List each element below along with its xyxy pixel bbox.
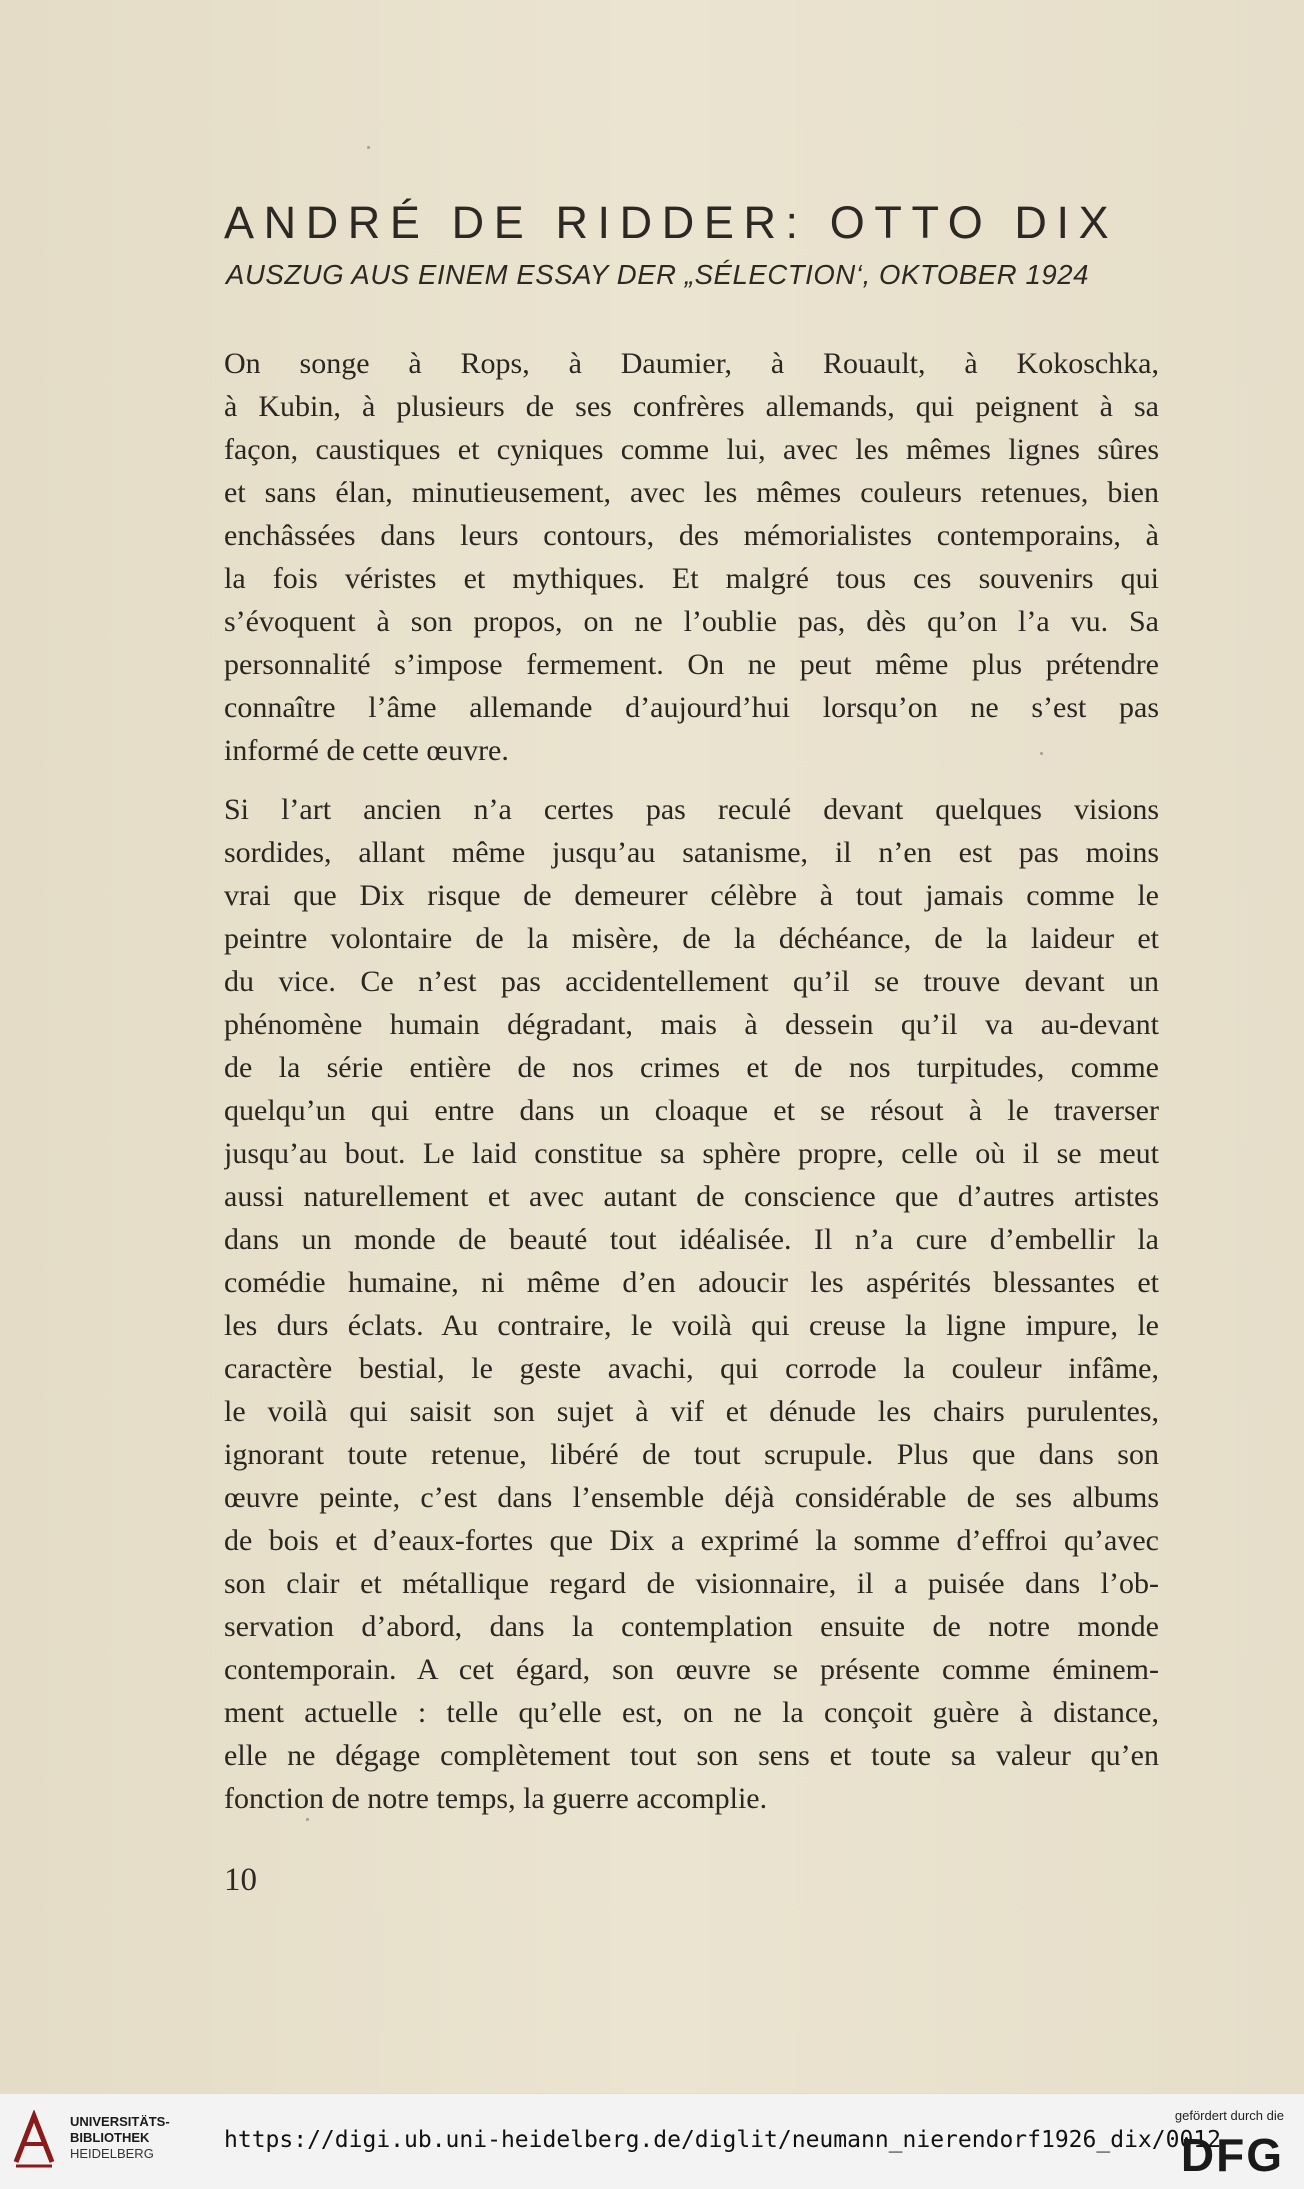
text-line: caractère bestial, le geste avachi, qui corrode la couleur infâme, xyxy=(224,1352,1159,1385)
page-title: ANDRÉ DE RIDDER: OTTO DIX xyxy=(224,197,1119,248)
essay-paragraph xyxy=(224,342,1159,772)
text-line: ignorant toute retenue, libéré de tout scrupule. Plus que dans son xyxy=(224,1438,1159,1471)
text-line: du vice. Ce n’est pas accidentellement qu’il se trouve devant un xyxy=(224,965,1159,998)
text-line: de bois et d’eaux-fortes que Dix a exprimé la somme d’effroi qu’avec xyxy=(224,1524,1159,1557)
paper-speck xyxy=(306,1818,309,1821)
viewer-footer xyxy=(0,2093,1304,2189)
funding-caption: gefördert durch die xyxy=(1174,2108,1284,2123)
text-line: œuvre peinte, c’est dans l’ensemble déjà considérable de ses albums xyxy=(224,1481,1159,1514)
text-line: Si l’art ancien n’a certes pas reculé devant quelques visions xyxy=(224,793,1159,826)
text-line: contemporain. A cet égard, son œuvre se présente comme éminem- xyxy=(224,1653,1159,1686)
text-line: s’évoquent à son propos, on ne l’oublie pas, dès qu’on l’a vu. Sa xyxy=(224,605,1159,638)
text-line: On songe à Rops, à Daumier, à Rouault, à Kokoschka, xyxy=(224,347,1159,380)
text-line: connaître l’âme allemande d’aujourd’hui lorsqu’on ne s’est pas xyxy=(224,691,1159,724)
paper-speck xyxy=(1040,752,1043,755)
university-library-logo-icon xyxy=(12,2110,56,2170)
text-line: façon, caustiques et cyniques comme lui, avec les mêmes lignes sûres xyxy=(224,433,1159,466)
text-line: dans un monde de beauté tout idéalisée. Il n’a cure d’embellir la xyxy=(224,1223,1159,1256)
text-line: informé de cette œuvre. xyxy=(224,734,509,767)
text-line: à Kubin, à plusieurs de ses confrères allemands, qui peignent à sa xyxy=(224,390,1159,423)
text-line: quelqu’un qui entre dans un cloaque et se résout à le traverser xyxy=(224,1094,1159,1127)
text-line: aussi naturellement et avec autant de conscience que d’autres artistes xyxy=(224,1180,1159,1213)
text-line: les durs éclats. Au contraire, le voilà qui creuse la ligne impure, le xyxy=(224,1309,1159,1342)
text-line: elle ne dégage complètement tout son sens et toute sa valeur qu’en xyxy=(224,1739,1159,1772)
library-name-line: BIBLIOTHEK xyxy=(70,2130,150,2145)
essay-paragraph xyxy=(224,788,1159,1820)
dfg-logo: DFG xyxy=(1180,2129,1284,2181)
text-line: personnalité s’impose fermement. On ne peut même plus prétendre xyxy=(224,648,1159,681)
text-line: le voilà qui saisit son sujet à vif et dénude les chairs purulentes, xyxy=(224,1395,1159,1428)
text-line: sordides, allant même jusqu’au satanisme, il n’en est pas moins xyxy=(224,836,1159,869)
text-line: et sans élan, minutieusement, avec les mêmes couleurs retenues, bien xyxy=(224,476,1159,509)
text-line: de la série entière de nos crimes et de nos turpitudes, comme xyxy=(224,1051,1159,1084)
text-line: fonction de notre temps, la guerre accomplie. xyxy=(224,1782,768,1815)
text-line: peintre volontaire de la misère, de la déchéance, de la laideur et xyxy=(224,922,1159,955)
text-line: jusqu’au bout. Le laid constitue sa sphère propre, celle où il se meut xyxy=(224,1137,1159,1170)
text-line: phénomène humain dégradant, mais à dessein qu’il va au-devant xyxy=(224,1008,1159,1041)
text-line: comédie humaine, ni même d’en adoucir les aspérités blessantes et xyxy=(224,1266,1159,1299)
permalink-url[interactable]: https://digi.ub.uni-heidelberg.de/diglit/neumann_nierendorf1926_dix/0012 xyxy=(224,2127,1221,2153)
page-subtitle: AUSZUG AUS EINEM ESSAY DER „SÉLECTION‘, OKTOBER 1924 xyxy=(226,259,1090,290)
paper-speck xyxy=(367,146,370,149)
text-line: servation d’abord, dans la contemplation ensuite de notre monde xyxy=(224,1610,1159,1643)
university-library-name xyxy=(70,2114,170,2162)
text-line: la fois véristes et mythiques. Et malgré tous ces souvenirs qui xyxy=(224,562,1159,595)
essay-body xyxy=(224,342,1159,1820)
page-number: 10 xyxy=(224,1862,257,1898)
library-name-line: HEIDELBERG xyxy=(70,2146,154,2161)
library-name-line: UNIVERSITÄTS- xyxy=(70,2114,170,2129)
text-line: enchâssées dans leurs contours, des mémorialistes contemporains, à xyxy=(224,519,1159,552)
text-line: son clair et métallique regard de visionnaire, il a puisée dans l’ob- xyxy=(224,1567,1159,1600)
text-line: vrai que Dix risque de demeurer célèbre à tout jamais comme le xyxy=(224,879,1159,912)
text-line: ment actuelle : telle qu’elle est, on ne la conçoit guère à distance, xyxy=(224,1696,1159,1729)
